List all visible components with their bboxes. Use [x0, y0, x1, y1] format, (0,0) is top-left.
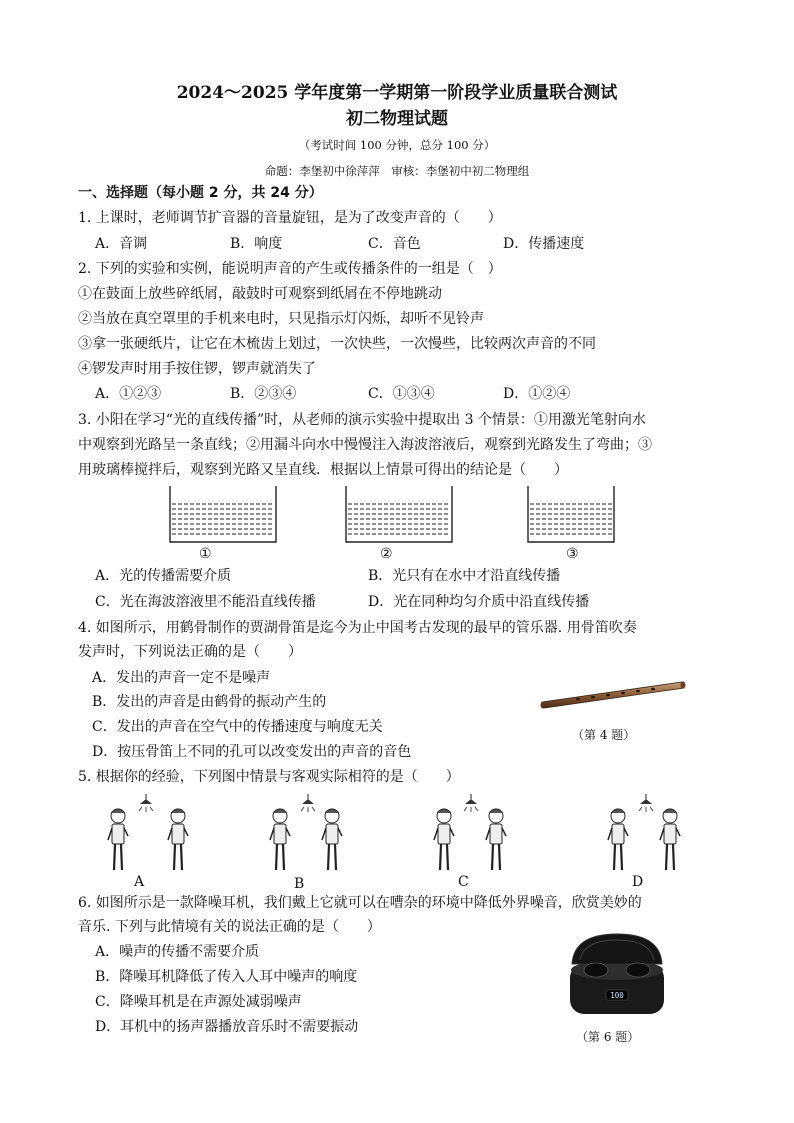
beaker-3 — [528, 486, 614, 542]
exam-authors: 命题：李堡初中徐萍萍 审核：李堡初中初二物理组 — [264, 164, 530, 178]
q2-option-a: A．①②③ — [95, 386, 162, 402]
q1-option-b: B．响度 — [230, 236, 283, 252]
q3-line-1: 3. 小阳在学习“光的直线传播”时，从老师的演示实验中提取出 3 个情景：①用激光笔射向水 — [78, 412, 646, 428]
scene-b — [270, 794, 342, 870]
q6-line-1: 6. 如图所示是一款降噪耳机，我们戴上它就可以在嘈杂的环境中降低外界噪音，欣赏美妙的 — [78, 895, 642, 911]
q4-figure-caption: （第 4 题） — [572, 728, 636, 742]
q3-figure-label-2: ② — [380, 546, 393, 562]
q6-line-2: 音乐. 下列与此情境有关的说法正确的是（ ） — [78, 919, 381, 935]
q3-option-a: A．光的传播需要介质 — [95, 568, 232, 584]
q3-option-c: C．光在海波溶液里不能沿直线传播 — [95, 594, 316, 610]
earbuds-image — [562, 930, 672, 1020]
q2-option-d: D．①②④ — [503, 386, 571, 402]
q6-option-c: C．降噪耳机是在声源处减弱噪声 — [95, 994, 302, 1010]
q2-option-b: B．②③④ — [230, 386, 297, 402]
bone-flute-image — [538, 672, 688, 712]
earbuds-battery-display: 100 — [610, 991, 624, 1000]
q1-option-a: A．音调 — [95, 236, 148, 252]
q4-option-a: A．发出的声音一定不是噪声 — [92, 670, 271, 686]
q3-line-3: 用玻璃棒搅拌后，观察到光路又呈直线．根据以上情景可得出的结论是（ ） — [78, 462, 568, 478]
q1-option-c: C．音色 — [368, 236, 421, 252]
q2-statement-4: ④锣发声时用手按住锣，锣声就消失了 — [78, 361, 316, 377]
q4-line-1: 4. 如图所示，用鹤骨制作的贾湖骨笛是迄今为止中国考古发现的最早的管乐器. 用骨笛吹奏 — [78, 620, 637, 636]
beaker-2 — [346, 486, 452, 542]
section-title: 一、选择题（每小题 2 分，共 24 分） — [78, 185, 323, 201]
scene-a — [108, 794, 188, 870]
q6-option-a: A．噪声的传播不需要介质 — [95, 944, 260, 960]
q2-statement-2: ②当放在真空罩里的手机来电时，只见指示灯闪烁，却听不见铃声 — [78, 311, 484, 327]
exam-subtitle: 初二物理试题 — [346, 109, 448, 129]
q5-people-figures — [96, 792, 696, 878]
q2-stem: 2. 下列的实验和实例，能说明声音的产生或传播条件的一组是（ ） — [78, 261, 502, 277]
q6-figure-caption: （第 6 题） — [576, 1030, 640, 1044]
q4-line-2: 发声时，下列说法正确的是（ ） — [78, 644, 302, 660]
q5-label-b: B — [294, 876, 305, 892]
q5-label-a: A — [134, 874, 145, 890]
q1-option-d: D．传播速度 — [503, 236, 585, 252]
q6-option-d: D．耳机中的扬声器播放音乐时不需要振动 — [95, 1019, 359, 1035]
q4-option-b: B．发出的声音是由鹤骨的振动产生的 — [92, 694, 327, 710]
q6-option-b: B．降噪耳机降低了传入人耳中噪声的响度 — [95, 969, 358, 985]
q4-option-c: C．发出的声音在空气中的传播速度与响度无关 — [92, 719, 383, 735]
scene-c — [434, 794, 506, 870]
q5-label-d: D — [632, 874, 644, 890]
scene-d — [608, 794, 680, 870]
q3-option-b: B．光只有在水中才沿直线传播 — [368, 568, 561, 584]
exam-title: 2024～2025 学年度第一学期第一阶段学业质量联合测试 — [176, 83, 618, 103]
q3-option-d: D．光在同种均匀介质中沿直线传播 — [368, 594, 590, 610]
q3-figure-label-3: ③ — [566, 546, 579, 562]
beaker-1 — [170, 486, 276, 542]
q2-statement-1: ①在鼓面上放些碎纸屑，敲鼓时可观察到纸屑在不停地跳动 — [78, 286, 442, 302]
q5-stem: 5. 根据你的经验，下列图中情景与客观实际相符的是（ ） — [78, 769, 460, 785]
q2-option-c: C．①③④ — [368, 386, 435, 402]
q3-beakers-figure — [160, 484, 620, 546]
q5-label-c: C — [458, 874, 469, 890]
exam-time-note: （考试时间 100 分钟，总分 100 分） — [298, 138, 496, 152]
q2-statement-3: ③拿一张硬纸片，让它在木梳齿上划过，一次快些，一次慢些，比较两次声音的不同 — [78, 336, 596, 352]
q1-stem: 1. 上课时，老师调节扩音器的音量旋钮，是为了改变声音的（ ） — [78, 210, 502, 226]
q4-option-d: D．按压骨笛上不同的孔可以改变发出的声音的音色 — [92, 744, 412, 760]
q3-figure-label-1: ① — [199, 546, 212, 562]
q3-line-2: 中观察到光路呈一条直线；②用漏斗向水中慢慢注入海波溶液后，观察到光路发生了弯曲；③ — [78, 437, 652, 453]
